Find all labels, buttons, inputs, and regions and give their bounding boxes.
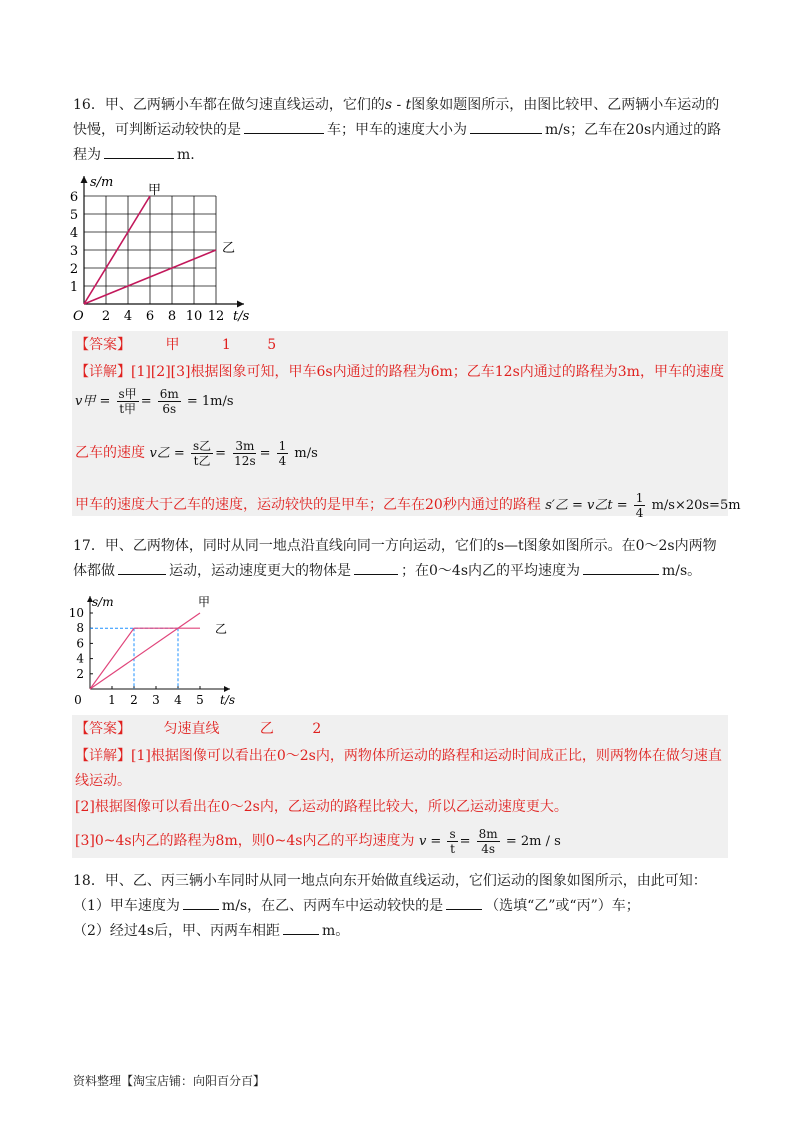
chart17-ylabel: s/m <box>92 595 114 609</box>
detail-17-line1b: 线运动。 <box>75 773 131 789</box>
chart17-xlabel: t/s <box>220 693 236 707</box>
y-tick-label: 4 <box>69 226 79 241</box>
detail-17-line1: 【详解】[1]根据图像可以看出在0～2s内，两物体所运动的路程和运动时间成正比，则两物体在做匀速直 <box>75 748 722 764</box>
q16-line3: 程为 m. <box>73 143 733 168</box>
formula-v-jia: v甲 = $\frac{\text{s甲}}{\text{t甲}}$ = $\frac{6m}{6s}$ = 1m/s <box>75 387 234 416</box>
y-tick-label: 3 <box>69 244 79 259</box>
blank <box>244 119 324 134</box>
chart16-label-jia: 甲 <box>148 183 162 198</box>
q16-line2: 快慢，可判断运动较快的是 车；甲车的速度大小为 m/s；乙车在20s内通过的路 <box>73 118 733 143</box>
y-tick-label: 8 <box>76 621 84 636</box>
y-tick-label: 1 <box>69 280 79 295</box>
chart16-xlabel: t/s <box>233 309 250 324</box>
x-tick-label: 2 <box>101 309 111 324</box>
answer-16-box <box>72 331 728 516</box>
blank <box>583 560 659 575</box>
chart16-label-yi: 乙 <box>222 241 236 256</box>
q17-line1: 17．甲、乙两物体，同时从同一地点沿直线向同一方向运动，它们的s—t图象如图所示。在0～2s内两物 <box>73 538 717 554</box>
detail-16-conclusion: 甲车的速度大于乙车的速度，运动较快的是甲车；乙车在20秒内通过的路程 s′乙 = v乙t = $\frac{1}{4}$ m/s×20s=5m <box>75 491 741 520</box>
blank <box>183 895 219 910</box>
question-17 <box>73 534 733 584</box>
question-16 <box>73 93 733 168</box>
blank <box>470 119 542 134</box>
x-tick-label: 12 <box>207 309 225 324</box>
detail-16-line1: 【详解】[1][2][3]根据图象可知，甲车6s内通过的路程为6m；乙车12s内通过的路程为3m，甲车的速度 <box>75 364 724 380</box>
x-tick-label: 3 <box>152 693 160 707</box>
chart-16 <box>68 170 258 328</box>
blank <box>446 895 482 910</box>
x-tick-label: 10 <box>185 309 203 324</box>
x-tick-label: 2 <box>130 693 138 707</box>
blank <box>104 144 174 159</box>
q18-line1: 18．甲、乙、丙三辆小车同时从同一地点向东开始做直线运动，它们运动的图象如图所示，由此可知： <box>73 873 707 889</box>
chart16-ylabel: s/m <box>90 175 114 190</box>
q18-line3: （2）经过4s后，甲、丙两车相距 m。 <box>73 919 733 944</box>
x-tick-label: 5 <box>196 693 204 707</box>
detail-17-line3: [3]0~4s内乙的路程为8m，则0~4s内乙的平均速度为 v = $\frac{s}{t}$ = $\frac{8m}{4s}$ = 2m / s <box>75 827 561 856</box>
q17-line2: 体都做 运动，运动速度更大的物体是 ；在0～4s内乙的平均速度为 m/s。 <box>73 559 733 584</box>
x-tick-label: 6 <box>145 309 155 324</box>
y-tick-label: 6 <box>69 190 79 205</box>
blank <box>283 920 319 935</box>
q16-line1: 16．甲、乙两辆小车都在做匀速直线运动，它们的s - t图象如题图所示，由图比较甲、乙两辆小车运动的 <box>73 97 720 113</box>
x-tick-label: 4 <box>123 309 133 324</box>
y-tick-label: 2 <box>69 262 79 277</box>
chart16-grid <box>84 196 216 304</box>
y-tick-label: 10 <box>68 606 84 620</box>
x-tick-label: 1 <box>108 693 116 707</box>
chart17-label-jia: 甲 <box>198 595 211 609</box>
detail-17-line2: [2]根据图像可以看出在0～2s内，乙运动的路程比较大，所以乙运动速度更大。 <box>75 799 568 815</box>
y-tick-label: 4 <box>76 651 84 666</box>
x-tick-label: 4 <box>174 693 182 707</box>
chart16-origin: O <box>73 309 84 324</box>
y-tick-label: 5 <box>69 208 79 223</box>
x-tick-label: 0 <box>74 693 82 707</box>
y-tick-label: 2 <box>76 666 84 681</box>
series-line-yi <box>90 628 200 689</box>
x-tick-label: 8 <box>167 309 177 324</box>
series-line-jia <box>90 613 200 689</box>
question-18 <box>73 869 733 944</box>
chart17-label-yi: 乙 <box>215 622 228 636</box>
answer-16-line: 【答案】 甲 1 5 <box>75 337 277 353</box>
blank <box>118 560 166 575</box>
q18-line2: （1）甲车速度为 m/s，在乙、丙两车中运动较快的是 （选填“乙”或“丙”）车； <box>73 894 733 919</box>
answer-17-line: 【答案】 匀速直线 乙 2 <box>75 721 322 737</box>
blank <box>354 560 398 575</box>
y-tick-label: 6 <box>76 636 84 651</box>
chart-17 <box>68 590 268 710</box>
footer: 资料整理【淘宝店铺：向阳百分百】 <box>73 1074 266 1088</box>
formula-v-yi-line: 乙车的速度 v乙 = $\frac{\text{s乙}}{\text{t乙}}$ = $\frac{3m}{12s}$ = $\frac{1}{4}$ m/s <box>75 439 318 468</box>
